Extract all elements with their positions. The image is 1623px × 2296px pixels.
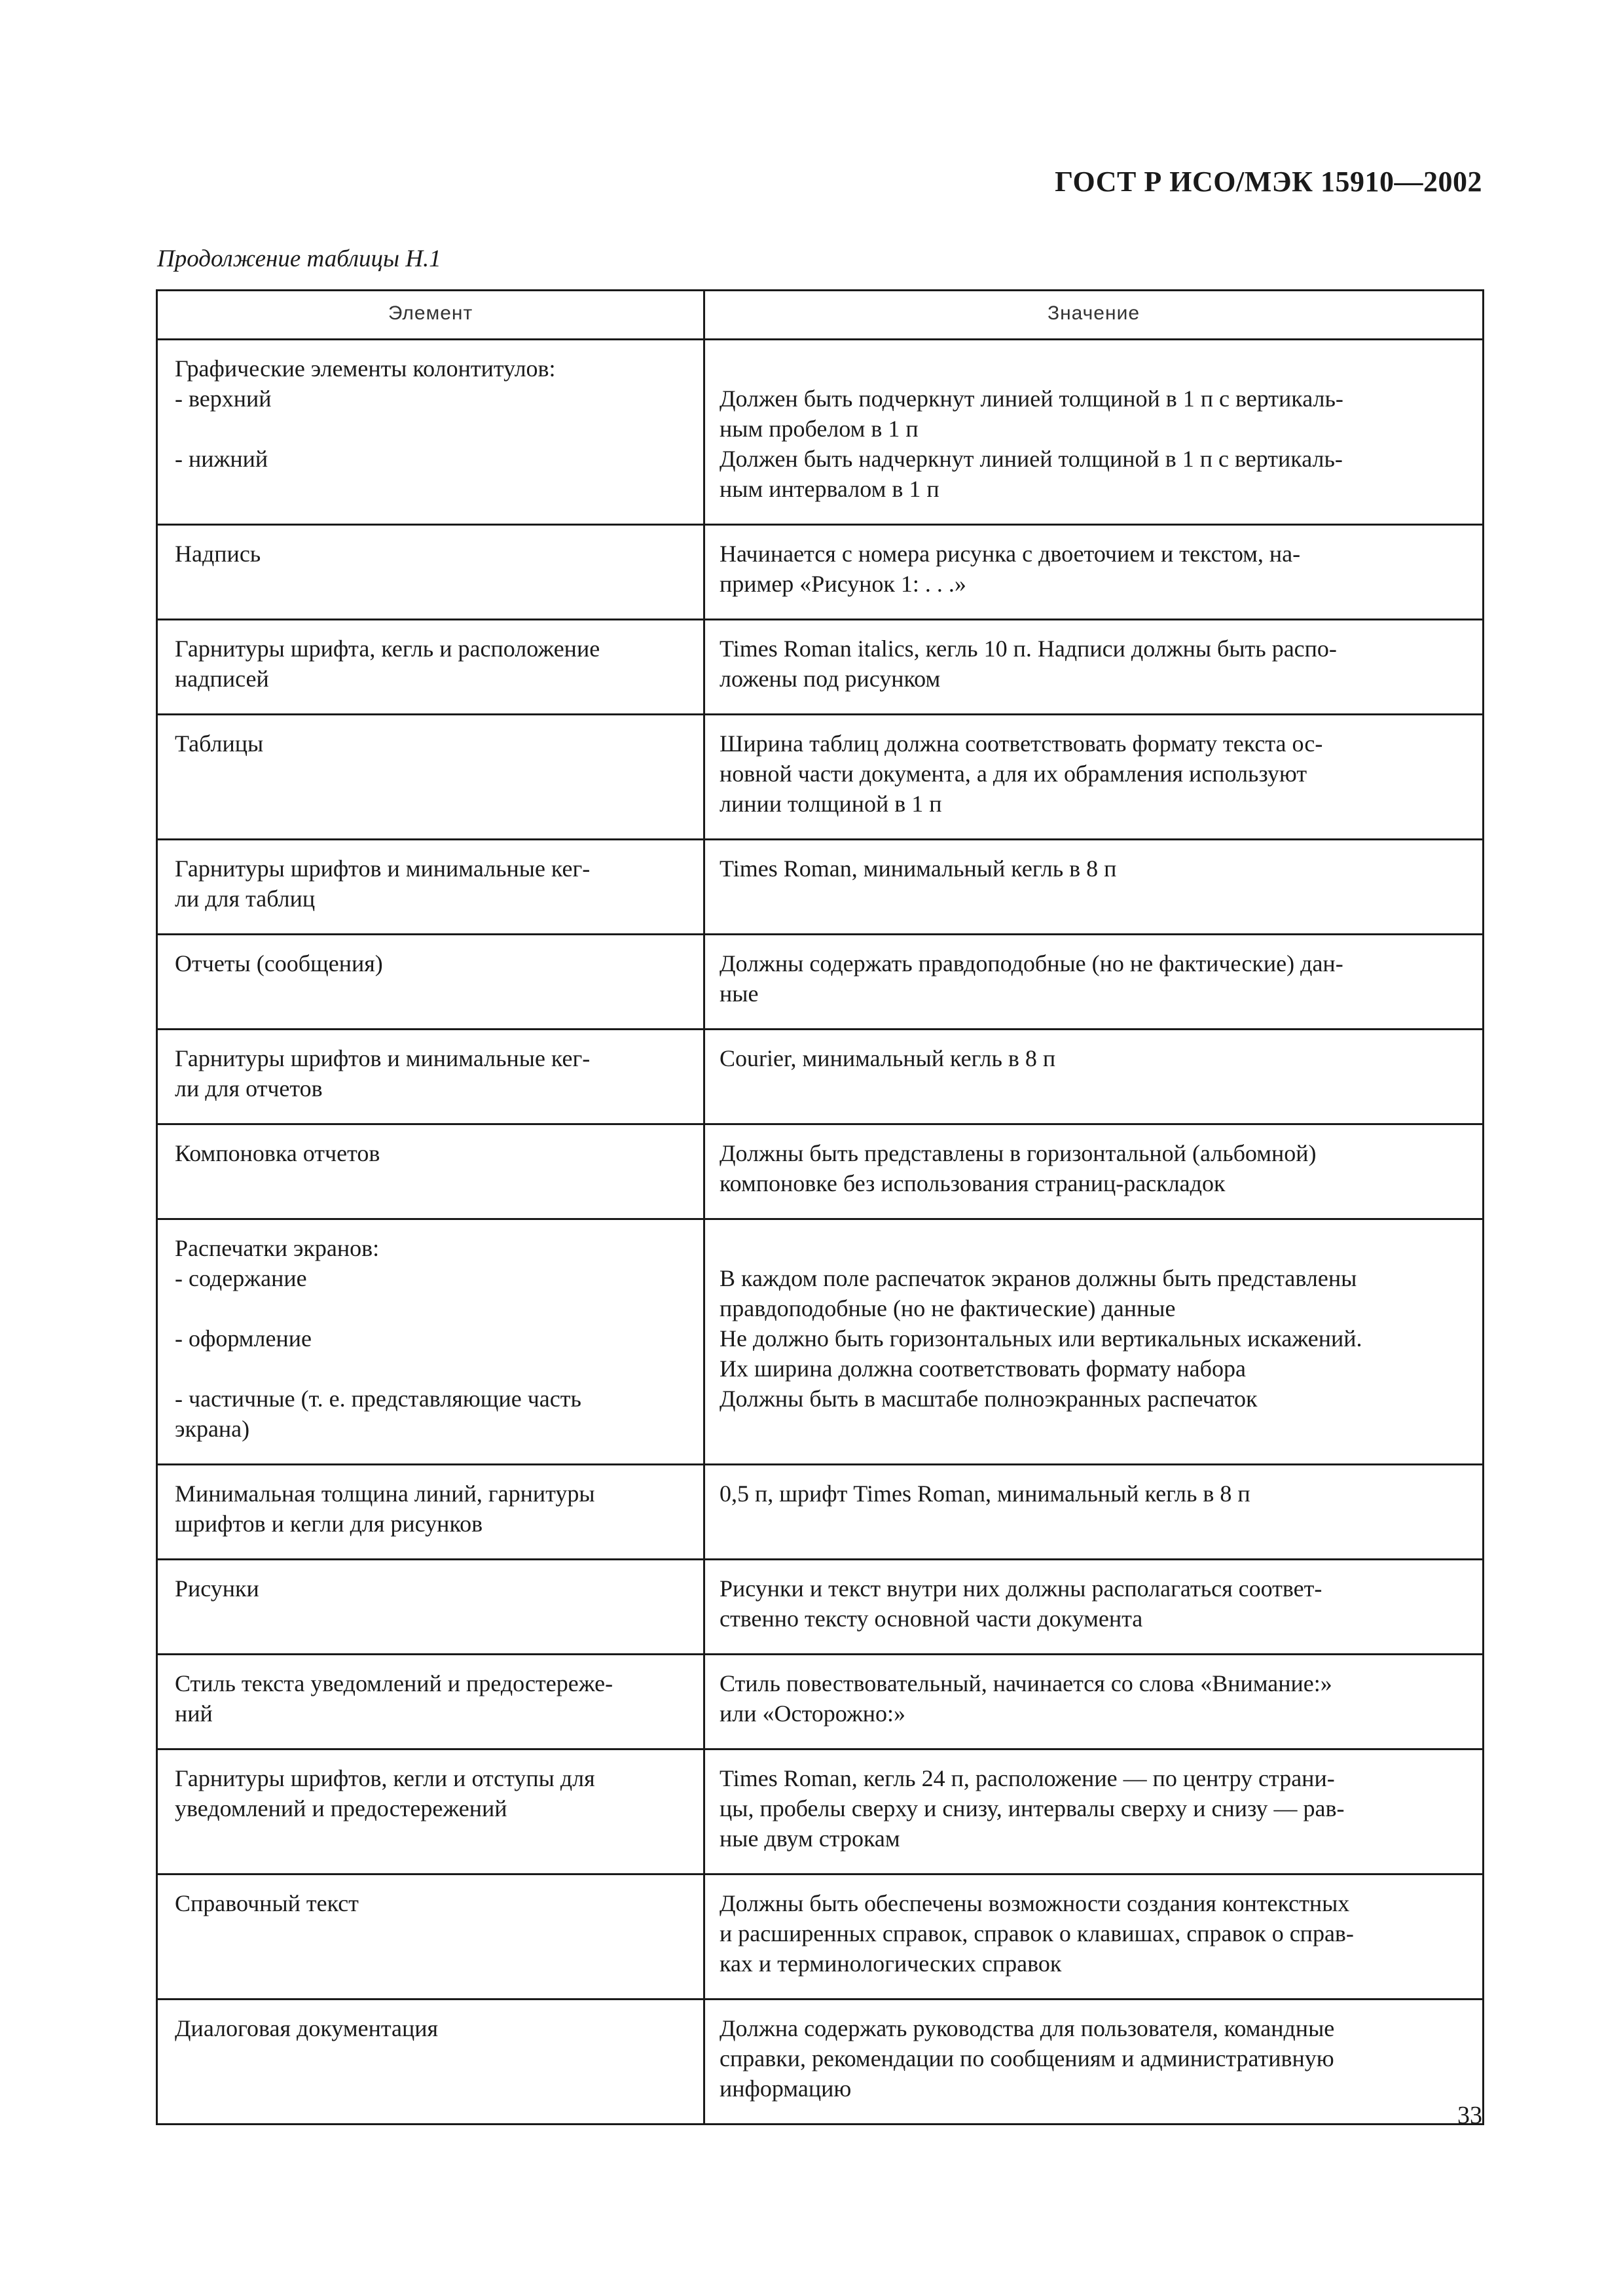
value-cell <box>704 1124 1484 1219</box>
cell-text-line: шрифтов и кегли для рисунков <box>175 1511 483 1537</box>
cell-text-line: Times Roman, минимальный кегль в 8 п <box>720 855 1117 882</box>
table-row <box>157 525 1484 620</box>
value-cell <box>704 715 1484 840</box>
element-cell <box>157 840 704 935</box>
cell-text-line: Отчеты (сообщения) <box>175 950 383 977</box>
cell-text-line: компоновке без использования страниц-раскладок <box>720 1170 1226 1196</box>
column-header-element: Элемент <box>157 291 704 340</box>
document-standard-header: ГОСТ Р ИСО/МЭК 15910—2002 <box>1055 166 1482 198</box>
cell-text-line: Стиль повествовательный, начинается со слова «Внимание:» <box>720 1670 1332 1696</box>
cell-text-line: пример «Рисунок 1: . . .» <box>720 571 966 597</box>
table-row <box>157 1655 1484 1749</box>
page-number: 33 <box>1457 2102 1482 2129</box>
element-cell <box>157 1874 704 2000</box>
table-row <box>157 2000 1484 2125</box>
cell-text-line: Надпись <box>175 541 261 567</box>
element-cell <box>157 1124 704 1219</box>
cell-text-line: Компоновка отчетов <box>175 1140 380 1166</box>
cell-text-line: и расширенных справок, справок о клавишах, справок о справ- <box>720 1920 1354 1946</box>
cell-text-line: или «Осторожно:» <box>720 1700 905 1727</box>
cell-text-line: - оформление <box>175 1325 312 1352</box>
cell-text-line: уведомлений и предостережений <box>175 1795 507 1821</box>
cell-text-line: 0,5 п, шрифт Times Roman, минимальный кегль в 8 п <box>720 1480 1250 1507</box>
cell-text-line: правдоподобные (но не фактические) данные <box>720 1295 1176 1321</box>
cell-text-line: Times Roman italics, кегль 10 п. Надписи должны быть распо- <box>720 636 1337 662</box>
table-row <box>157 1749 1484 1874</box>
cell-text-line: Диалоговая документация <box>175 2015 439 2041</box>
cell-text-line: ственно тексту основной части документа <box>720 1605 1143 1632</box>
value-cell <box>704 1560 1484 1655</box>
table-row <box>157 1560 1484 1655</box>
element-cell <box>157 1655 704 1749</box>
line-spacer <box>175 414 690 444</box>
cell-text-line: ным пробелом в 1 п <box>720 416 919 442</box>
cell-text-line: Гарнитуры шрифтов и минимальные кег- <box>175 855 591 882</box>
cell-text-line: ний <box>175 1700 213 1727</box>
table-header-row <box>157 291 1484 340</box>
cell-text-line: Не должно быть горизонтальных или вертикальных искажений. <box>720 1325 1362 1352</box>
table-row <box>157 340 1484 525</box>
cell-text-line: - верхний <box>175 386 272 412</box>
column-header-value: Значение <box>704 291 1484 340</box>
element-cell <box>157 1465 704 1560</box>
value-cell <box>704 2000 1484 2125</box>
table-row <box>157 1219 1484 1465</box>
cell-text-line: ках и терминологических справок <box>720 1950 1062 1977</box>
cell-text-line: экрана) <box>175 1416 250 1442</box>
cell-text-line: надписей <box>175 666 269 692</box>
value-cell <box>704 525 1484 620</box>
table-row <box>157 620 1484 715</box>
table-continuation-caption: Продолжение таблицы Н.1 <box>157 245 441 272</box>
cell-text-line: справки, рекомендации по сообщениям и административную <box>720 2045 1334 2072</box>
element-cell <box>157 340 704 525</box>
line-spacer <box>175 1293 690 1323</box>
cell-text-line: Ширина таблиц должна соответствовать формату текста ос- <box>720 730 1323 757</box>
cell-text-line: Начинается с номера рисунка с двоеточием и текстом, на- <box>720 541 1301 567</box>
value-cell <box>704 840 1484 935</box>
cell-text-line: ные двум строкам <box>720 1825 900 1852</box>
element-cell <box>157 1030 704 1124</box>
value-cell <box>704 1465 1484 1560</box>
table-row <box>157 840 1484 935</box>
cell-text-line: ложены под рисунком <box>720 666 941 692</box>
element-cell <box>157 935 704 1030</box>
cell-text-line: Графические элементы колонтитулов: <box>175 355 556 382</box>
cell-text-line: Должен быть подчеркнут линией толщиной в 1 п с вертикаль- <box>720 386 1343 412</box>
cell-text-line: ли для отчетов <box>175 1075 323 1102</box>
element-cell <box>157 525 704 620</box>
cell-text-line: Times Roman, кегль 24 п, расположение — по центру страни- <box>720 1765 1335 1791</box>
cell-text-line: - нижний <box>175 446 268 472</box>
value-cell <box>704 1655 1484 1749</box>
cell-text-line: Должны быть в масштабе полноэкранных распечаток <box>720 1386 1258 1412</box>
cell-text-line: Должна содержать руководства для пользователя, командные <box>720 2015 1335 2041</box>
cell-text-line: ные <box>720 980 759 1007</box>
value-cell <box>704 1874 1484 2000</box>
table-row <box>157 1874 1484 2000</box>
cell-text-line: Минимальная толщина линий, гарнитуры <box>175 1480 595 1507</box>
table-row <box>157 1030 1484 1124</box>
value-cell <box>704 1219 1484 1465</box>
element-cell <box>157 715 704 840</box>
cell-text-line: Должны быть обеспечены возможности создания контекстных <box>720 1890 1350 1916</box>
value-cell <box>704 935 1484 1030</box>
table-row <box>157 1465 1484 1560</box>
line-spacer <box>720 353 1468 384</box>
cell-text-line: Гарнитуры шрифтов, кегли и отступы для <box>175 1765 595 1791</box>
cell-text-line: - частичные (т. е. представляющие часть <box>175 1386 581 1412</box>
value-cell <box>704 1030 1484 1124</box>
cell-text-line: цы, пробелы сверху и снизу, интервалы сверху и снизу — рав- <box>720 1795 1345 1821</box>
cell-text-line: ли для таблиц <box>175 886 316 912</box>
cell-text-line: Рисунки и текст внутри них должны располагаться соответ- <box>720 1575 1322 1602</box>
cell-text-line: Гарнитуры шрифтов и минимальные кег- <box>175 1045 591 1071</box>
element-cell <box>157 620 704 715</box>
cell-text-line: Распечатки экранов: <box>175 1235 380 1261</box>
element-cell <box>157 1749 704 1874</box>
cell-text-line: новной части документа, а для их обрамления используют <box>720 761 1307 787</box>
cell-text-line: Должен быть надчеркнут линией толщиной в 1 п с вертикаль- <box>720 446 1343 472</box>
cell-text-line: Таблицы <box>175 730 264 757</box>
element-cell <box>157 2000 704 2125</box>
cell-text-line: Рисунки <box>175 1575 259 1602</box>
table-row <box>157 1124 1484 1219</box>
cell-text-line: Должны быть представлены в горизонтальной (альбомной) <box>720 1140 1317 1166</box>
value-cell <box>704 340 1484 525</box>
specification-table <box>156 289 1484 2125</box>
cell-text-line: В каждом поле распечаток экранов должны быть представлены <box>720 1265 1357 1291</box>
cell-text-line: Их ширина должна соответствовать формату набора <box>720 1355 1246 1382</box>
cell-text-line: Стиль текста уведомлений и предостереже- <box>175 1670 613 1696</box>
table-row <box>157 935 1484 1030</box>
line-spacer <box>175 1354 690 1384</box>
element-cell <box>157 1560 704 1655</box>
value-cell <box>704 620 1484 715</box>
cell-text-line: Должны содержать правдоподобные (но не фактические) дан- <box>720 950 1343 977</box>
cell-text-line: Courier, минимальный кегль в 8 п <box>720 1045 1056 1071</box>
cell-text-line: линии толщиной в 1 п <box>720 791 942 817</box>
cell-text-line: ным интервалом в 1 п <box>720 476 939 502</box>
cell-text-line: Гарнитуры шрифта, кегль и расположение <box>175 636 600 662</box>
table-row <box>157 715 1484 840</box>
cell-text-line: Справочный текст <box>175 1890 359 1916</box>
line-spacer <box>720 1233 1468 1263</box>
cell-text-line: - содержание <box>175 1265 307 1291</box>
value-cell <box>704 1749 1484 1874</box>
element-cell <box>157 1219 704 1465</box>
cell-text-line: информацию <box>720 2075 852 2102</box>
